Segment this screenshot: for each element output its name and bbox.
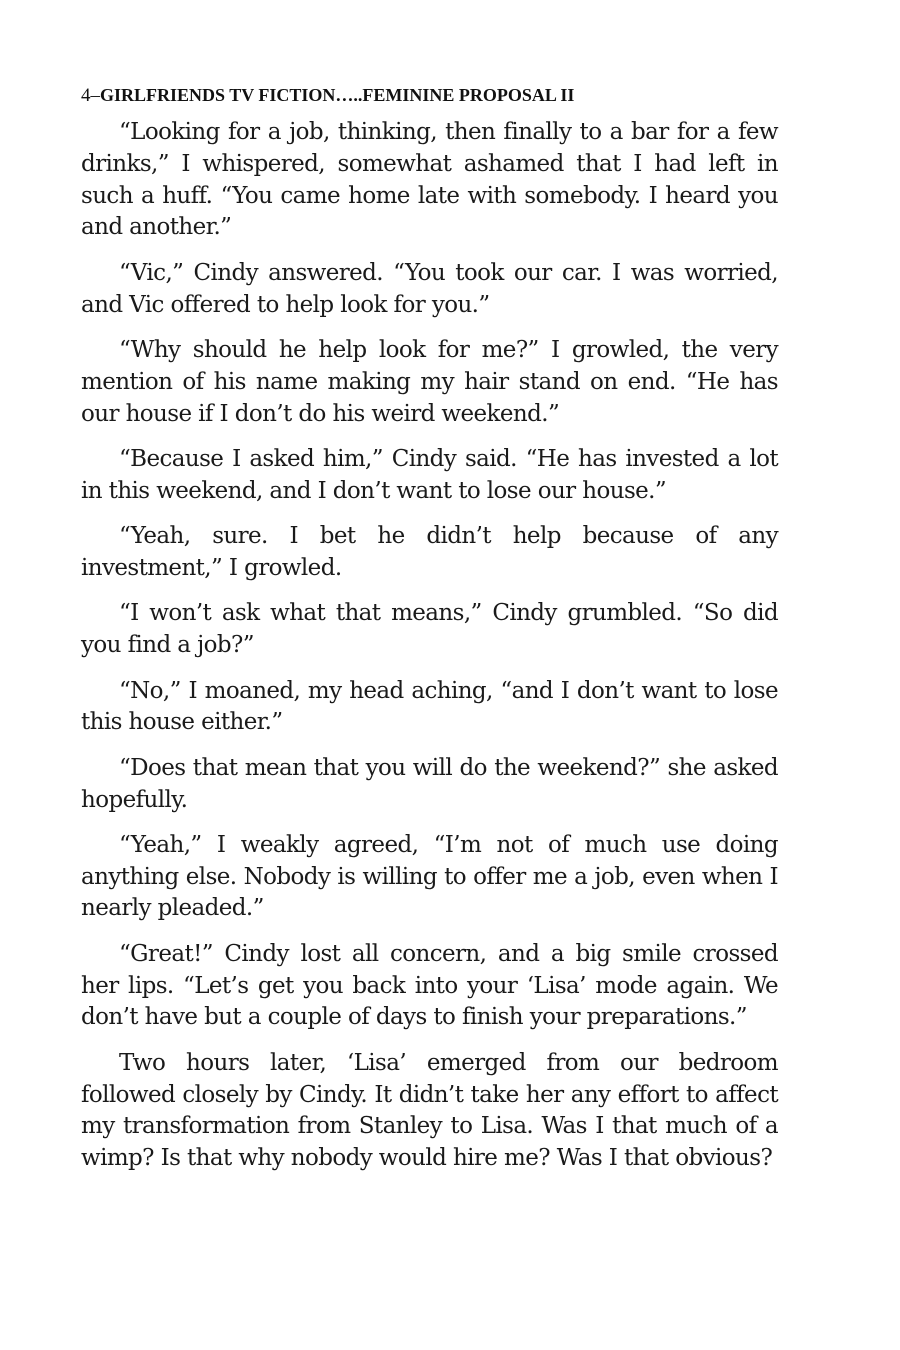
paragraph-11: Two hours later, ‘Lisa’ emerged from our bedroom followed closely by Cindy. It didn’t take her any effort to affect my transformation from Stanley to Lisa. Was I that much of a wimp? Is that why nobody would hire me? Was I that obvious? [81,1049,778,1172]
paragraph-2: “Vic,” Cindy answered. “You took our car. I was worried, and Vic offered to help look for you.” [81,259,778,318]
paragraph-6: “I won’t ask what that means,” Cindy grumbled. “So did you find a job?” [81,600,778,659]
paragraph-9: “Yeah,” I weakly agreed, “I’m not of much use doing anything else. Nobody is willing to offer me a job, even when I nearly pleaded.” [81,831,778,922]
paragraph-5: “Yeah, sure. I bet he didn’t help because of any investment,” I growled. [81,523,778,581]
paragraph-10: “Great!” Cindy lost all concern, and a big smile crossed her lips. “Let’s get you back into your ‘Lisa’ mode again. We don’t have but a couple of days to finish your preparations.” [81,940,778,1031]
body-text [81,117,778,1189]
page-number: 4– [81,85,100,106]
paragraph-1: “Looking for a job, thinking, then finally to a bar for a few drinks,” I whispered, somewhat ashamed that I had left in such a huff. “You came home late with somebody. I heard you and another.” [81,119,778,241]
paragraph-4: “Because I asked him,” Cindy said. “He has invested a lot in this weekend, and I don’t want to lose our house.” [81,445,778,504]
paragraph-7: “No,” I moaned, my head aching, “and I don’t want to lose this house either.” [81,677,778,736]
paragraph-8: “Does that mean that you will do the weekend?” she asked hopefully. [81,754,778,813]
paragraph-3: “Why should he help look for me?” I growled, the very mention of his name making my hair stand on end. “He has our house if I don’t do his weird weekend.” [81,336,778,427]
book-title: GIRLFRIENDS TV FICTION…..FEMININE PROPOSAL II [100,85,575,105]
running-head [81,82,781,109]
